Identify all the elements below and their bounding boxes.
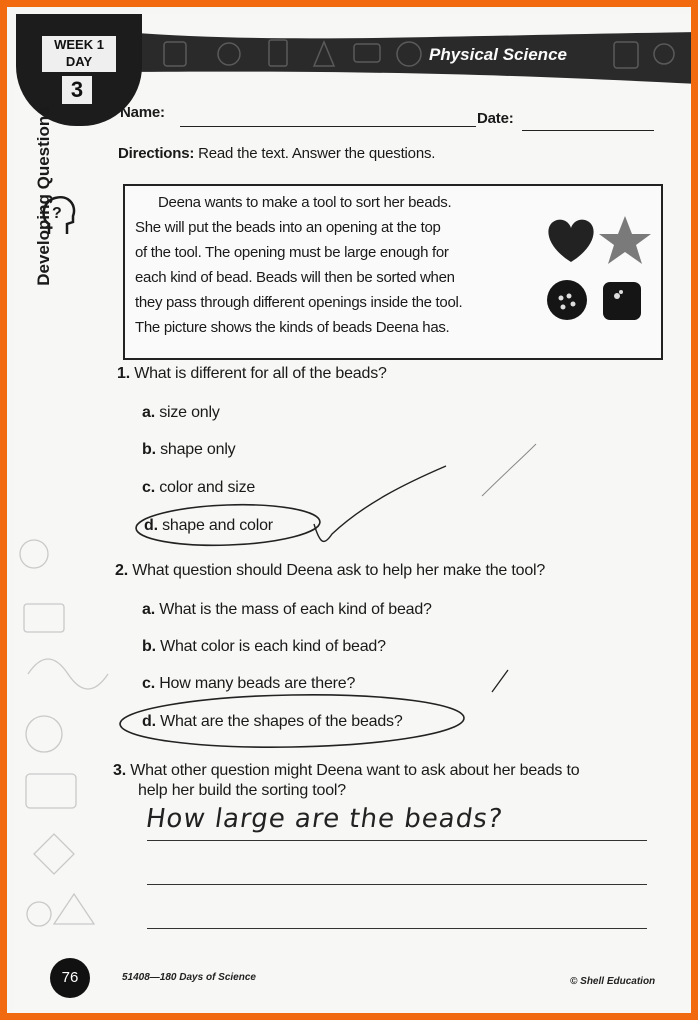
question-number: 2.: [115, 562, 128, 579]
subject-title: Physical Science: [429, 45, 567, 64]
passage-line: each kind of bead. Beads will then be sorted when: [135, 269, 455, 286]
option-letter: a.: [142, 404, 155, 421]
option-letter: c.: [142, 479, 155, 496]
book-code: 51408—180 Days of Science: [122, 972, 256, 983]
handwritten-answer[interactable]: How large are the beads?: [143, 804, 505, 834]
circled-answer-q1-d: [135, 502, 320, 548]
pencil-marks: [14, 14, 698, 1020]
directions-text: Read the text. Answer the questions.: [198, 145, 436, 162]
worksheet-page: [14, 14, 698, 1020]
svg-text:?: ?: [52, 205, 62, 222]
day-label: DAY: [65, 54, 93, 69]
option-letter: b.: [142, 441, 156, 458]
question-text: What is different for all of the beads?: [134, 365, 387, 382]
page-number: 76: [50, 958, 90, 998]
publisher: © Shell Education: [570, 976, 656, 987]
option-letter: d.: [144, 517, 158, 534]
option-letter: c.: [142, 675, 155, 692]
question-3-continued: help her build the sorting tool?: [138, 782, 346, 799]
option-text: color and size: [159, 479, 256, 496]
circled-answer-q2-d: [120, 692, 465, 750]
passage-line: She will put the beads into an opening at the top: [135, 219, 441, 236]
option-text: size only: [159, 404, 220, 421]
question-text: What question should Deena ask to help her make the tool?: [132, 562, 546, 579]
option-letter: a.: [142, 601, 155, 618]
option-text: shape and color: [162, 517, 273, 534]
check-mark-q1: [314, 466, 446, 541]
day-number: 3: [62, 76, 92, 104]
option-text: shape only: [160, 441, 236, 458]
passage-line: they pass through different openings inside the tool.: [135, 294, 463, 311]
option-text: What color is each kind of bead?: [160, 638, 386, 655]
stray-mark-q2: [492, 670, 508, 692]
week-label: WEEK 1: [54, 37, 104, 52]
option-text: What are the shapes of the beads?: [160, 713, 403, 730]
option-text: How many beads are there?: [159, 675, 356, 692]
question-text: What other question might Deena want to ask about her beads to: [130, 762, 580, 779]
sidebar-label: Developing Questions: [34, 106, 53, 286]
passage-line: Deena wants to make a tool to sort her beads.: [158, 194, 452, 211]
name-label: Name:: [120, 104, 165, 121]
option-letter: d.: [142, 713, 156, 730]
question-number: 3.: [113, 762, 126, 779]
passage-line: The picture shows the kinds of beads Deena has.: [135, 319, 450, 336]
option-text: What is the mass of each kind of bead?: [159, 601, 432, 618]
option-letter: b.: [142, 638, 156, 655]
question-number: 1.: [117, 365, 130, 382]
passage-line: of the tool. The opening must be large enough for: [135, 244, 449, 261]
directions-label: Directions:: [118, 145, 195, 162]
date-label: Date:: [477, 110, 514, 127]
